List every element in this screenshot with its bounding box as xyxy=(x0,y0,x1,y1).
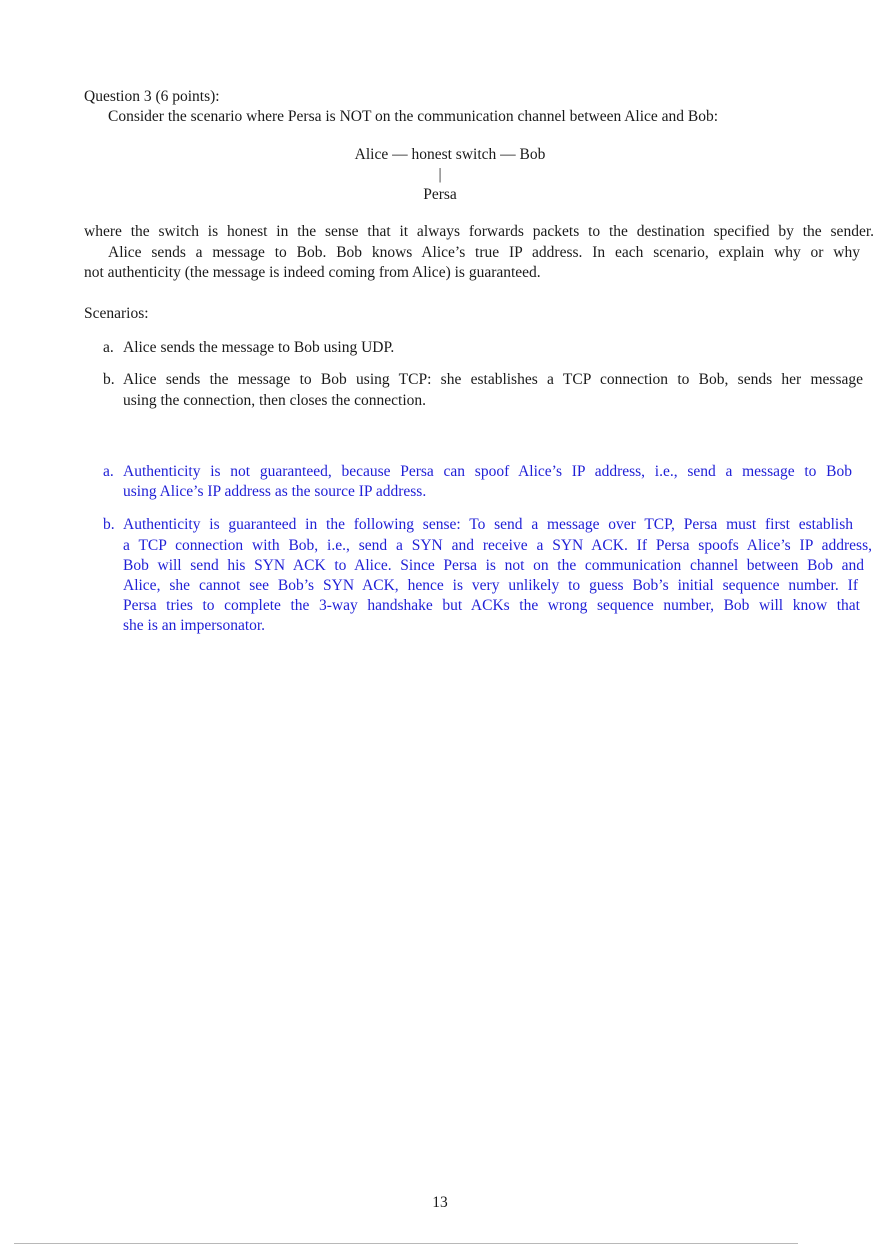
answer-b-marker: b. xyxy=(103,516,115,533)
answer-b-line-6: she is an impersonator. xyxy=(123,617,266,634)
answer-b-line-2: a TCP connection with Bob, i.e., send a SYN and receive a SYN ACK. If Persa spoofs Alice’s IP address, xyxy=(123,537,872,554)
diagram-connector: | xyxy=(438,166,442,183)
footer-divider xyxy=(14,1243,798,1244)
scenarios-heading: Scenarios: xyxy=(84,305,149,322)
page-number: 13 xyxy=(432,1194,448,1211)
diagram-persa: Persa xyxy=(423,186,457,203)
scenario-a-marker: a. xyxy=(103,339,114,356)
body-paragraph-2-line-1: Alice sends a message to Bob. Bob knows Alice’s true IP address. In each scenario, explain why or why xyxy=(108,244,860,261)
answer-b-line-4: Alice, she cannot see Bob’s SYN ACK, hence is very unlikely to guess Bob’s initial sequence number. If xyxy=(123,577,858,594)
answer-a-line-2: using Alice’s IP address as the source IP address. xyxy=(123,483,427,500)
scenario-b-line-1: Alice sends the message to Bob using TCP: she establishes a TCP connection to Bob, sends her message xyxy=(123,371,863,388)
scenario-a-text: Alice sends the message to Bob using UDP. xyxy=(123,339,395,356)
answer-a-line-1: Authenticity is not guaranteed, because Persa can spoof Alice’s IP address, i.e., send a message to Bob xyxy=(123,463,852,480)
answer-a-marker: a. xyxy=(103,463,114,480)
body-paragraph-1: where the switch is honest in the sense that it always forwards packets to the destination specified by the sender. xyxy=(84,223,874,240)
answer-b-line-3: Bob will send his SYN ACK to Alice. Since Persa is not on the communication channel between Bob and xyxy=(123,557,864,574)
diagram-line-alice-switch-bob: Alice — honest switch — Bob xyxy=(354,146,546,163)
body-paragraph-2-line-2: not authenticity (the message is indeed coming from Alice) is guaranteed. xyxy=(84,264,541,281)
scenario-b-line-2: using the connection, then closes the connection. xyxy=(123,392,427,409)
question-heading: Question 3 (6 points): xyxy=(84,88,220,105)
question-intro: Consider the scenario where Persa is NOT on the communication channel between Alice and Bob: xyxy=(108,108,719,125)
answer-b-line-5: Persa tries to complete the 3-way handshake but ACKs the wrong sequence number, Bob will know that xyxy=(123,597,860,614)
scenario-b-marker: b. xyxy=(103,371,115,388)
answer-b-line-1: Authenticity is guaranteed in the following sense: To send a message over TCP, Persa must first establish xyxy=(123,516,853,533)
